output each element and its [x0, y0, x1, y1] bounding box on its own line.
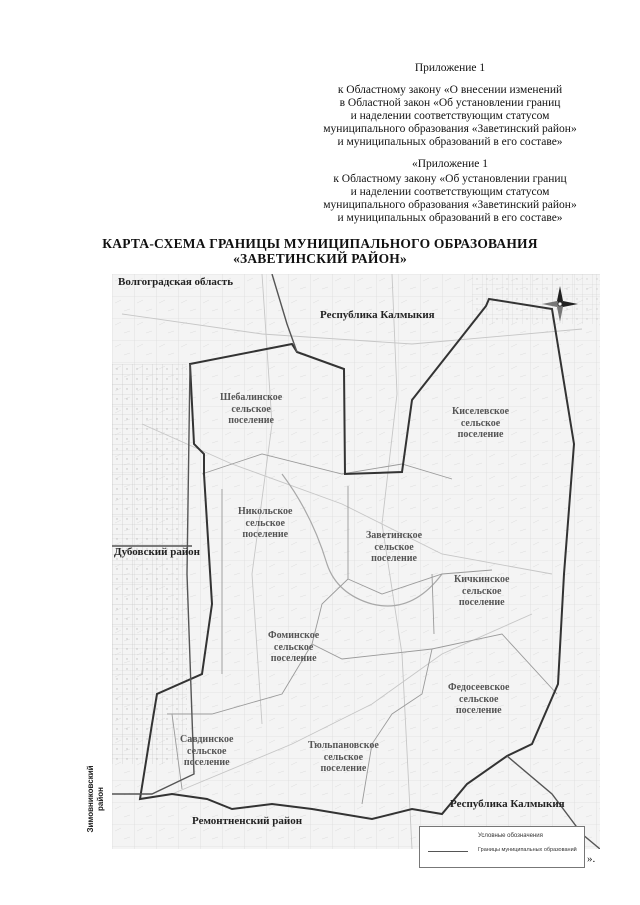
- closing-quote: ».: [587, 853, 596, 865]
- settlement-label-fominskoe: Фоминское сельское поселение: [268, 630, 320, 664]
- district-map: [112, 274, 600, 849]
- previous-appendix-title: «Приложение 1: [411, 158, 489, 170]
- neighbor-label-kalmykia-bottom: Республика Калмыкия: [450, 798, 565, 810]
- neighbor-label-remontnensky: Ремонтненский район: [192, 815, 303, 827]
- settlement-label-tyulpanovskoe: Тюльпановское сельское поселение: [308, 740, 379, 774]
- neighbor-label-zimovnikovsky: Зимовниковский район: [86, 765, 105, 833]
- neighbor-label-dubovsky: Дубовский район: [114, 546, 201, 558]
- map-title: КАРТА-СХЕМА ГРАНИЦЫ МУНИЦИПАЛЬНОГО ОБРАЗОВАНИЯ «ЗАВЕТИНСКИЙ РАЙОН»: [102, 236, 538, 266]
- appendix-title: Приложение 1: [414, 62, 486, 74]
- law-intro-text: к Областному закону «О внесении изменений в Областной закон «Об установлении границ и наделении соответствующим статусом муниципального образования «Заветинский район» и муниципальных образований в его составе»: [323, 84, 577, 148]
- settlement-label-fedoseevskoe: Федосеевское сельское поселение: [448, 682, 510, 716]
- settlement-label-kiselevskoe: Киселевское сельское поселение: [452, 406, 510, 440]
- settlement-label-savdinskoe: Савдинское сельское поселение: [180, 734, 234, 768]
- map-legend: [419, 826, 585, 868]
- dubovsky-fields: [112, 364, 187, 764]
- settlement-label-zavetinskoe: Заветинское сельское поселение: [366, 530, 423, 564]
- settlement-label-nikolskoe: Никольское сельское поселение: [238, 506, 293, 540]
- legend-item-boundaries: Границы муниципальных образований: [478, 847, 577, 853]
- neighbor-label-kalmykia-top: Республика Калмыкия: [320, 309, 435, 321]
- legend-boundary-swatch: [428, 851, 468, 852]
- settlement-label-kichkinskoe: Кичкинское сельское поселение: [454, 574, 510, 608]
- settlement-label-shebalinskoe: Шебалинское сельское поселение: [220, 392, 283, 426]
- previous-law-text: к Областному закону «Об установлении границ и наделении соответствующим статусом муниципального образования «Заветинский район» и муниципальных образований в его составе»: [323, 173, 577, 224]
- neighbor-label-volgograd: Волгоградская область: [118, 276, 234, 288]
- legend-title: Условные обозначения: [478, 833, 543, 839]
